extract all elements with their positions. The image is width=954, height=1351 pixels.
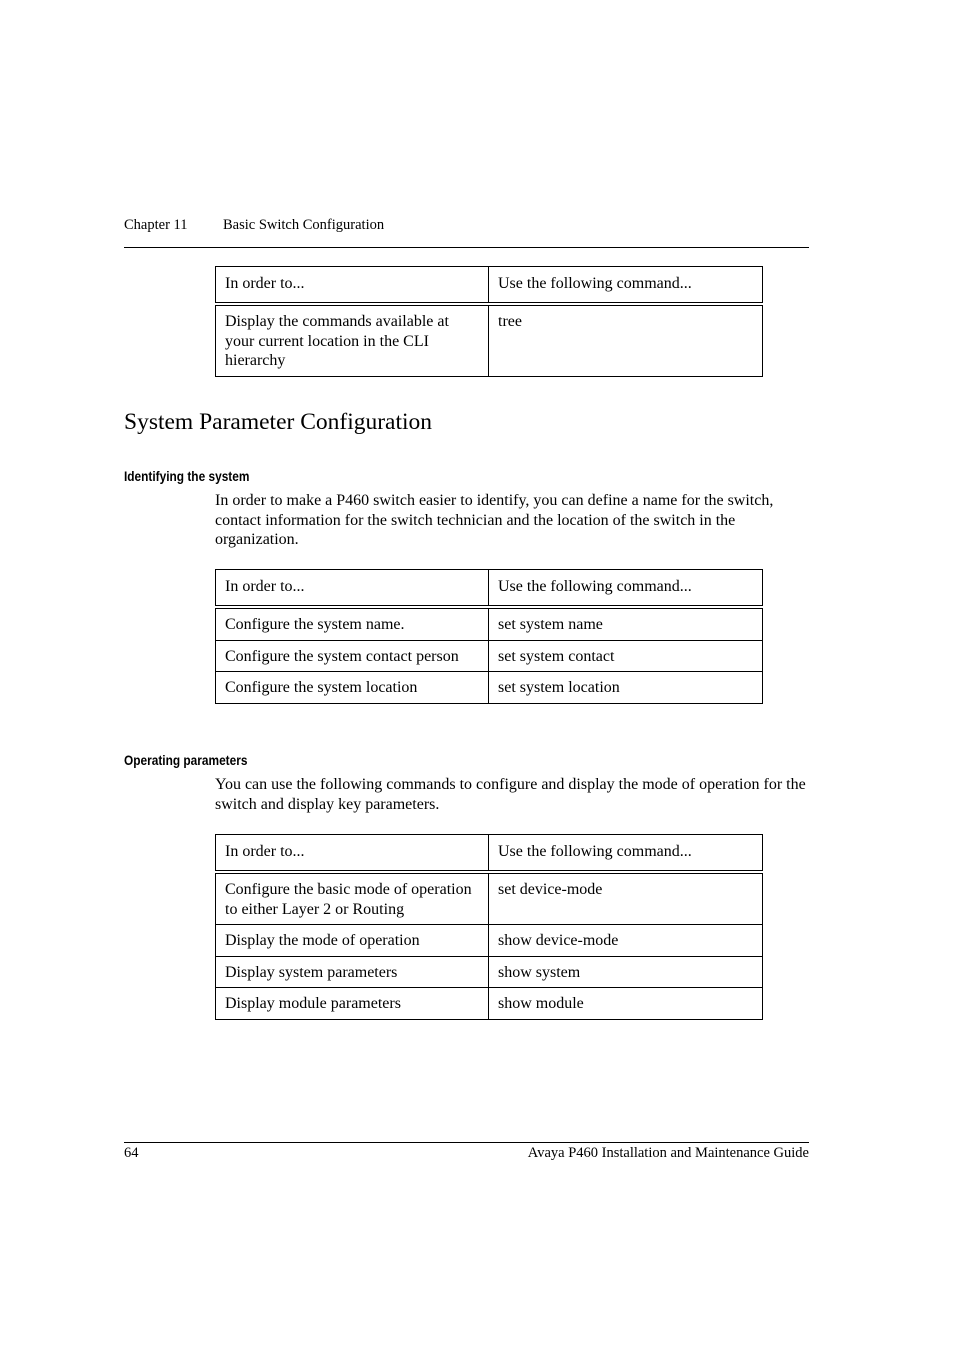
page-number: 64 bbox=[124, 1145, 139, 1161]
command-cell: show device-mode bbox=[489, 925, 763, 957]
section-title: System Parameter Configuration bbox=[124, 409, 433, 435]
table-row bbox=[216, 925, 763, 957]
running-header bbox=[124, 216, 809, 234]
command-cell: show system bbox=[489, 956, 763, 988]
footer-rule bbox=[124, 1142, 809, 1143]
system-identity-command-table bbox=[215, 569, 763, 704]
chapter-title: Basic Switch Configuration bbox=[223, 217, 385, 233]
column-header-command: Use the following command... bbox=[489, 835, 763, 873]
paragraph-operating: You can use the following commands to configure and display the mode of operation for the switch and display key parameters. bbox=[215, 776, 806, 813]
cli-tree-command-table bbox=[215, 266, 763, 377]
task-cell: Display the commands available at your current location in the CLI hierarchy bbox=[216, 304, 489, 376]
table-row bbox=[216, 672, 763, 704]
task-cell: Configure the system contact person bbox=[216, 640, 489, 672]
subheading-identifying: Identifying the system bbox=[124, 469, 250, 484]
paragraph-identifying: In order to make a P460 switch easier to identify, you can define a name for the switch, contact information for the switch technician and the location of the switch in the organization. bbox=[215, 492, 774, 548]
task-cell: Display the mode of operation bbox=[216, 925, 489, 957]
command-cell: tree bbox=[489, 304, 763, 376]
table-row bbox=[216, 607, 763, 640]
task-cell: Display system parameters bbox=[216, 956, 489, 988]
command-cell: set system contact bbox=[489, 640, 763, 672]
chapter-number: Chapter 11 bbox=[124, 217, 188, 233]
table-row bbox=[216, 988, 763, 1020]
guide-title: Avaya P460 Installation and Maintenance Guide bbox=[527, 1145, 809, 1161]
table-row bbox=[216, 304, 763, 376]
column-header-command: Use the following command... bbox=[489, 267, 763, 305]
subheading-operating: Operating parameters bbox=[124, 753, 248, 768]
column-header-task: In order to... bbox=[216, 267, 489, 305]
column-header-task: In order to... bbox=[216, 835, 489, 873]
command-cell: set system name bbox=[489, 607, 763, 640]
command-cell: set device-mode bbox=[489, 872, 763, 925]
column-header-command: Use the following command... bbox=[489, 570, 763, 608]
task-cell: Configure the basic mode of operation to either Layer 2 or Routing bbox=[216, 872, 489, 925]
command-cell: set system location bbox=[489, 672, 763, 704]
table-row bbox=[216, 956, 763, 988]
task-cell: Configure the system location bbox=[216, 672, 489, 704]
header-rule bbox=[124, 247, 809, 248]
command-cell: show module bbox=[489, 988, 763, 1020]
table-row bbox=[216, 872, 763, 925]
task-cell: Display module parameters bbox=[216, 988, 489, 1020]
table-row bbox=[216, 640, 763, 672]
task-cell: Configure the system name. bbox=[216, 607, 489, 640]
operating-parameters-command-table bbox=[215, 834, 763, 1020]
column-header-task: In order to... bbox=[216, 570, 489, 608]
